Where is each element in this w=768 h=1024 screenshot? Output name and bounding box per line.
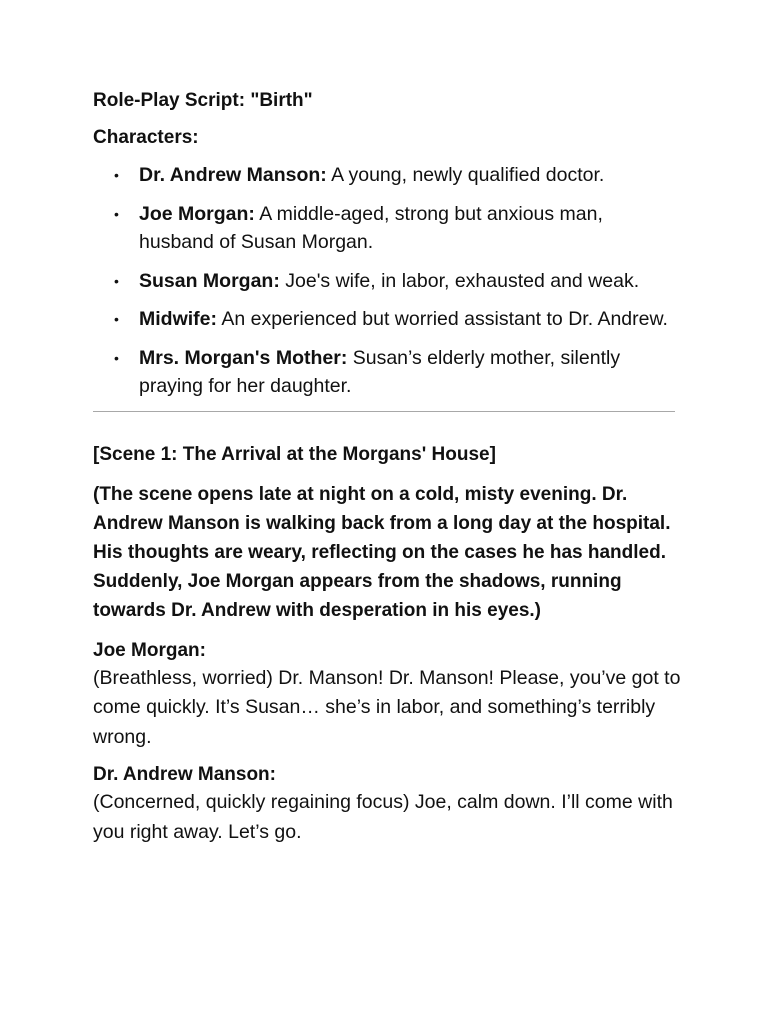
character-description: Joe's wife, in labor, exhausted and weak. — [279, 269, 640, 292]
bullet-icon: • — [114, 272, 119, 289]
document-page — [93, 88, 683, 857]
character-item-mrs-morgans-mother — [93, 344, 683, 401]
character-description: A young, newly qualified doctor. — [326, 164, 605, 186]
character-name: Susan Morgan: — [139, 269, 280, 292]
character-item-joe-morgan — [93, 200, 683, 257]
bullet-icon: • — [114, 205, 119, 222]
speaker-name: Joe Morgan: — [93, 639, 206, 661]
character-name: Mrs. Morgan's Mother: — [139, 346, 348, 369]
scene-heading: [Scene 1: The Arrival at the Morgans' House] — [93, 443, 496, 465]
character-description: A middle-aged, strong but anxious man, husband of Susan Morgan. — [139, 202, 603, 253]
character-item-susan-morgan — [93, 267, 683, 296]
section-divider — [93, 411, 675, 412]
character-description: Susan’s elderly mother, silently praying for her daughter. — [139, 346, 621, 397]
characters-list — [93, 161, 683, 401]
character-name: Joe Morgan: — [139, 202, 255, 225]
script-title: Role-Play Script: "Birth" — [93, 90, 313, 111]
character-item-midwife — [93, 305, 683, 334]
character-name: Dr. Andrew Manson: — [139, 164, 327, 186]
dialogue-block-joe-morgan — [93, 638, 683, 753]
bullet-icon: • — [114, 311, 119, 327]
speaker-name: Dr. Andrew Manson: — [93, 764, 276, 785]
bullet-icon: • — [114, 167, 119, 183]
character-item-andrew-manson — [93, 161, 683, 190]
dialogue-line: (Concerned, quickly regaining focus) Joe, calm down. I’ll come with you right away. Let’s go. — [93, 791, 673, 843]
character-name: Midwife: — [139, 308, 217, 330]
character-description: An experienced but worried assistant to Dr. Andrew. — [217, 308, 668, 330]
stage-direction: (The scene opens late at night on a cold, misty evening. Dr. Andrew Manson is walking back from a long day at the hospital. His thoughts are weary, reflecting on the cases he has handled. Suddenly, Joe Morgan appears from the shadows, running towards Dr. Andrew with desperation in his eyes.) — [93, 483, 671, 621]
dialogue-line: (Breathless, worried) Dr. Manson! Dr. Manson! Please, you’ve got to come quickly. It’s Susan… she’s in labor, and something’s terribly wrong. — [93, 666, 681, 748]
bullet-icon: • — [114, 349, 119, 366]
dialogue-block-andrew-manson — [93, 762, 683, 847]
characters-heading: Characters: — [93, 127, 199, 148]
